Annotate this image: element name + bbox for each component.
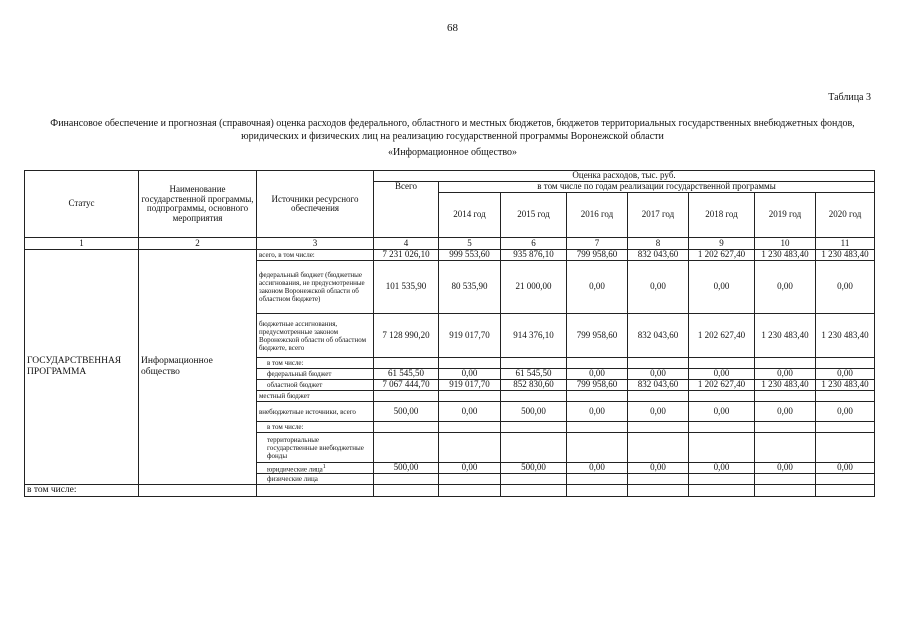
document-title <box>30 117 875 159</box>
value-cell: 0,00 <box>567 261 628 314</box>
value-cell <box>374 391 439 402</box>
value-cell: 1 230 483,40 <box>816 314 875 358</box>
header-year: 2019 год <box>755 193 816 238</box>
empty-cell <box>374 485 439 497</box>
empty-cell <box>816 485 875 497</box>
value-cell: 919 017,70 <box>439 314 501 358</box>
value-cell <box>755 474 816 485</box>
column-number: 10 <box>755 238 816 250</box>
value-cell: 0,00 <box>567 369 628 380</box>
empty-cell <box>501 485 567 497</box>
source-cell <box>257 402 374 422</box>
financing-table <box>24 170 875 497</box>
value-cell <box>816 422 875 433</box>
source-label: юридические лица <box>267 465 323 474</box>
value-cell: 852 830,60 <box>501 380 567 391</box>
value-cell: 0,00 <box>628 261 689 314</box>
value-cell: 0,00 <box>755 369 816 380</box>
empty-cell <box>567 485 628 497</box>
column-number: 3 <box>257 238 374 250</box>
footnote-marker: 1 <box>322 464 326 470</box>
program-cell: Информационное общество <box>139 250 257 485</box>
program-subtitle: «Информационное общество» <box>387 147 517 158</box>
value-cell <box>689 358 755 369</box>
header-year: 2015 год <box>501 193 567 238</box>
empty-cell <box>439 485 501 497</box>
header-year: 2017 год <box>628 193 689 238</box>
source-label: бюджетные ассигнования, предусмотренные законом Воронежской области об областном бюджете, всего <box>259 319 367 352</box>
value-cell <box>816 474 875 485</box>
title-text: Финансовое обеспечение и прогнозная (справочная) оценка расходов федерального, областного и местных бюджетов, бюджетов территориальных государственных внебюджетных фондов, юридических и физических лиц на реализацию государственной программы Воронежской области <box>50 118 855 142</box>
value-cell <box>567 358 628 369</box>
value-cell: 0,00 <box>755 402 816 422</box>
empty-cell <box>628 485 689 497</box>
source-cell <box>257 369 374 380</box>
value-cell: 0,00 <box>628 402 689 422</box>
header-total: Всего <box>374 182 439 238</box>
value-cell: 500,00 <box>374 402 439 422</box>
value-cell: 919 017,70 <box>439 380 501 391</box>
column-number: 6 <box>501 238 567 250</box>
value-cell: 500,00 <box>501 463 567 474</box>
value-cell: 61 545,50 <box>501 369 567 380</box>
value-cell: 0,00 <box>816 369 875 380</box>
value-cell <box>689 433 755 463</box>
value-cell <box>816 391 875 402</box>
value-cell <box>755 422 816 433</box>
header-year: 2014 год <box>439 193 501 238</box>
source-label: местный бюджет <box>259 392 310 400</box>
value-cell <box>755 358 816 369</box>
table-row <box>25 250 875 261</box>
page-number: 68 <box>447 22 458 34</box>
source-cell <box>257 422 374 433</box>
value-cell: 0,00 <box>439 402 501 422</box>
value-cell <box>628 433 689 463</box>
source-label: всего, в том числе: <box>259 251 315 259</box>
value-cell: 101 535,90 <box>374 261 439 314</box>
value-cell <box>439 474 501 485</box>
value-cell: 799 958,60 <box>567 314 628 358</box>
value-cell: 935 876,10 <box>501 250 567 261</box>
status-cell: ГОСУДАРСТВЕННАЯ ПРОГРАММА <box>25 250 139 485</box>
value-cell: 500,00 <box>374 463 439 474</box>
value-cell: 0,00 <box>567 463 628 474</box>
table-label: Таблица 3 <box>828 92 871 103</box>
value-cell <box>689 391 755 402</box>
source-cell <box>257 250 374 261</box>
value-cell: 0,00 <box>689 463 755 474</box>
value-cell <box>816 358 875 369</box>
source-label: территориальные государственные внебюджетные фонды <box>267 435 364 460</box>
value-cell: 0,00 <box>628 369 689 380</box>
empty-cell <box>139 485 257 497</box>
value-cell: 0,00 <box>689 261 755 314</box>
value-cell: 1 202 627,40 <box>689 380 755 391</box>
value-cell: 0,00 <box>628 463 689 474</box>
value-cell: 914 376,10 <box>501 314 567 358</box>
value-cell: 799 958,60 <box>567 380 628 391</box>
source-label: областной бюджет <box>267 381 323 389</box>
header-year: 2018 год <box>689 193 755 238</box>
column-number: 9 <box>689 238 755 250</box>
column-number: 1 <box>25 238 139 250</box>
value-cell: 832 043,60 <box>628 380 689 391</box>
source-cell <box>257 358 374 369</box>
value-cell: 0,00 <box>439 369 501 380</box>
value-cell <box>755 391 816 402</box>
value-cell <box>755 433 816 463</box>
value-cell <box>439 358 501 369</box>
header-by-years: в том числе по годам реализации государственной программы <box>439 182 875 193</box>
value-cell: 1 202 627,40 <box>689 314 755 358</box>
source-label: внебюджетные источники, всего <box>259 407 356 416</box>
value-cell <box>374 474 439 485</box>
value-cell <box>628 358 689 369</box>
value-cell <box>439 422 501 433</box>
value-cell <box>374 358 439 369</box>
value-cell <box>501 474 567 485</box>
value-cell: 0,00 <box>439 463 501 474</box>
source-cell <box>257 433 374 463</box>
value-cell: 7 128 990,20 <box>374 314 439 358</box>
value-cell: 7 067 444,70 <box>374 380 439 391</box>
table-row <box>25 485 875 497</box>
value-cell: 1 230 483,40 <box>816 250 875 261</box>
value-cell: 999 553,60 <box>439 250 501 261</box>
value-cell <box>628 474 689 485</box>
value-cell <box>439 433 501 463</box>
header-year: 2020 год <box>816 193 875 238</box>
empty-cell <box>689 485 755 497</box>
value-cell: 1 230 483,40 <box>755 314 816 358</box>
value-cell: 0,00 <box>567 402 628 422</box>
value-cell <box>374 422 439 433</box>
value-cell <box>567 433 628 463</box>
value-cell <box>628 391 689 402</box>
empty-cell <box>257 485 374 497</box>
source-label: физические лица <box>267 475 318 484</box>
source-label: в том числе: <box>267 359 304 367</box>
column-number: 4 <box>374 238 439 250</box>
value-cell: 799 958,60 <box>567 250 628 261</box>
column-number: 2 <box>139 238 257 250</box>
value-cell: 0,00 <box>755 463 816 474</box>
column-number: 8 <box>628 238 689 250</box>
value-cell <box>501 358 567 369</box>
header-year: 2016 год <box>567 193 628 238</box>
value-cell: 832 043,60 <box>628 314 689 358</box>
value-cell: 0,00 <box>689 369 755 380</box>
value-cell <box>567 474 628 485</box>
value-cell: 0,00 <box>816 463 875 474</box>
value-cell: 1 230 483,40 <box>755 380 816 391</box>
source-label: федеральный бюджет (бюджетные ассигнования, не предусмотренные законом Воронежской области об областном бюджете) <box>259 271 365 303</box>
source-cell <box>257 261 374 314</box>
value-cell <box>501 422 567 433</box>
header-cost-estimate: Оценка расходов, тыс. руб. <box>374 171 875 182</box>
column-number: 11 <box>816 238 875 250</box>
value-cell <box>816 433 875 463</box>
header-program-name: Наименование государственной программы, подпрограммы, основного мероприятия <box>139 171 257 238</box>
value-cell: 61 545,50 <box>374 369 439 380</box>
value-cell: 0,00 <box>816 261 875 314</box>
source-cell <box>257 380 374 391</box>
column-number: 5 <box>439 238 501 250</box>
header-status: Статус <box>25 171 139 238</box>
value-cell <box>501 391 567 402</box>
value-cell: 500,00 <box>501 402 567 422</box>
source-label: в том числе: <box>267 423 304 431</box>
value-cell: 1 202 627,40 <box>689 250 755 261</box>
value-cell: 80 535,90 <box>439 261 501 314</box>
source-cell <box>257 474 374 485</box>
value-cell <box>628 422 689 433</box>
value-cell <box>567 422 628 433</box>
value-cell: 832 043,60 <box>628 250 689 261</box>
value-cell: 0,00 <box>816 402 875 422</box>
value-cell <box>439 391 501 402</box>
value-cell: 7 231 026,10 <box>374 250 439 261</box>
empty-cell <box>755 485 816 497</box>
source-cell <box>257 314 374 358</box>
value-cell: 1 230 483,40 <box>755 250 816 261</box>
value-cell <box>501 433 567 463</box>
value-cell: 0,00 <box>689 402 755 422</box>
footer-status-cell: в том числе: <box>25 485 139 497</box>
value-cell <box>374 433 439 463</box>
source-label: федеральный бюджет <box>267 370 332 378</box>
value-cell: 21 000,00 <box>501 261 567 314</box>
value-cell: 0,00 <box>755 261 816 314</box>
source-cell <box>257 391 374 402</box>
value-cell <box>567 391 628 402</box>
value-cell <box>689 422 755 433</box>
value-cell <box>689 474 755 485</box>
header-sources: Источники ресурсного обеспечения <box>257 171 374 238</box>
column-number: 7 <box>567 238 628 250</box>
source-cell <box>257 463 374 474</box>
value-cell: 1 230 483,40 <box>816 380 875 391</box>
